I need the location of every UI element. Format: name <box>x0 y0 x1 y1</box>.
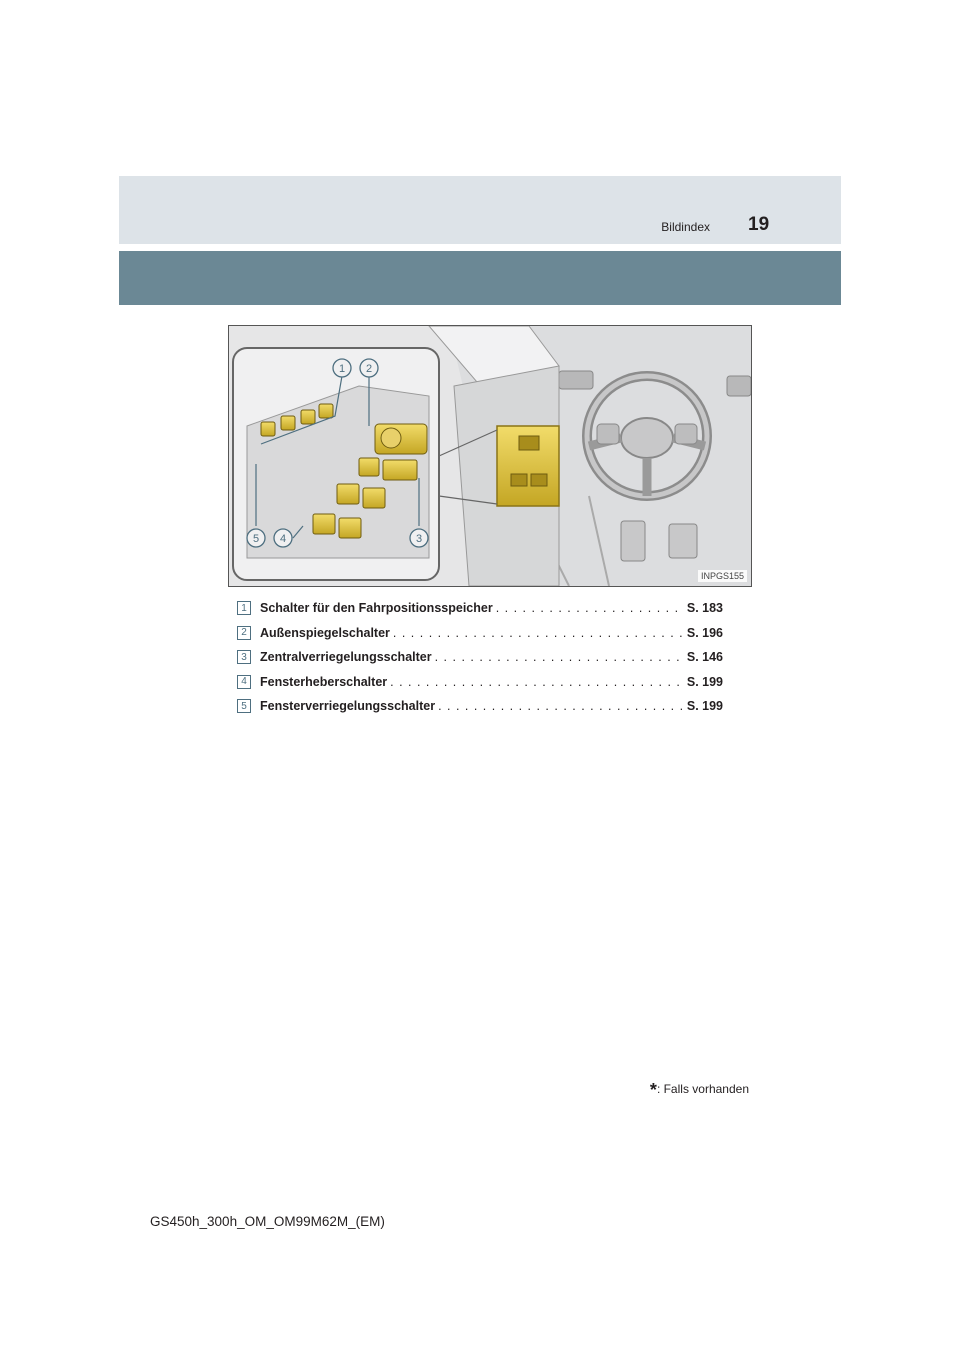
callout-5 <box>247 529 265 547</box>
item-label: Schalter für den Fahrpositionsspeicher <box>260 601 493 616</box>
callout-3 <box>410 529 428 547</box>
item-number-box: 3 <box>237 650 251 664</box>
footnote-text: : Falls vorhanden <box>656 1082 749 1096</box>
figure-code: INPGS155 <box>698 570 747 582</box>
footnote <box>650 1080 749 1101</box>
legend-item <box>237 670 723 695</box>
svg-text:1: 1 <box>338 363 346 375</box>
header-band <box>119 176 841 244</box>
footnote-marker: * <box>649 1080 657 1100</box>
door-switches-illustration <box>228 325 752 587</box>
page-number: 19 <box>748 214 770 235</box>
svg-text:2: 2 <box>365 363 373 375</box>
footer-doc-code: GS450h_300h_OM_OM99M62M_(EM) <box>150 1214 385 1229</box>
legend-item <box>237 596 723 621</box>
svg-text:3: 3 <box>415 533 423 545</box>
mirror-switch <box>375 424 427 454</box>
door-switch-panel-highlight <box>497 426 559 506</box>
item-number-box: 2 <box>237 626 251 640</box>
page-reference[interactable]: S. 146 <box>686 650 723 665</box>
item-number-box: 4 <box>237 675 251 689</box>
callout-1 <box>333 359 351 377</box>
item-number-box: 1 <box>237 601 251 615</box>
leader-dots <box>438 699 684 713</box>
legend-item <box>237 694 723 719</box>
leader-dots <box>393 626 684 640</box>
item-number-box: 5 <box>237 699 251 713</box>
legend-item <box>237 621 723 646</box>
callout-4 <box>274 529 292 547</box>
page-reference[interactable]: S. 196 <box>686 625 723 640</box>
item-label: Fensterverriegelungsschalter <box>260 699 436 714</box>
title-bar <box>119 251 841 305</box>
item-label: Außenspiegelschalter <box>260 625 390 640</box>
item-label: Zentralverriegelungsschalter <box>260 650 432 665</box>
item-label: Fensterheberschalter <box>260 674 388 689</box>
svg-text:4: 4 <box>279 533 287 545</box>
inset-zoom-panel <box>233 348 439 580</box>
callout-2 <box>360 359 378 377</box>
legend-list <box>237 596 723 719</box>
leader-dots <box>390 675 684 689</box>
page-reference[interactable]: S. 199 <box>686 674 723 689</box>
page-reference[interactable]: S. 183 <box>686 601 723 616</box>
legend-item <box>237 645 723 670</box>
page-reference[interactable]: S. 199 <box>686 699 723 714</box>
svg-text:5: 5 <box>252 533 260 545</box>
illustration-drawing <box>229 326 751 586</box>
leader-dots <box>496 601 684 615</box>
section-title: Bildindex <box>661 220 710 234</box>
leader-dots <box>435 650 684 664</box>
